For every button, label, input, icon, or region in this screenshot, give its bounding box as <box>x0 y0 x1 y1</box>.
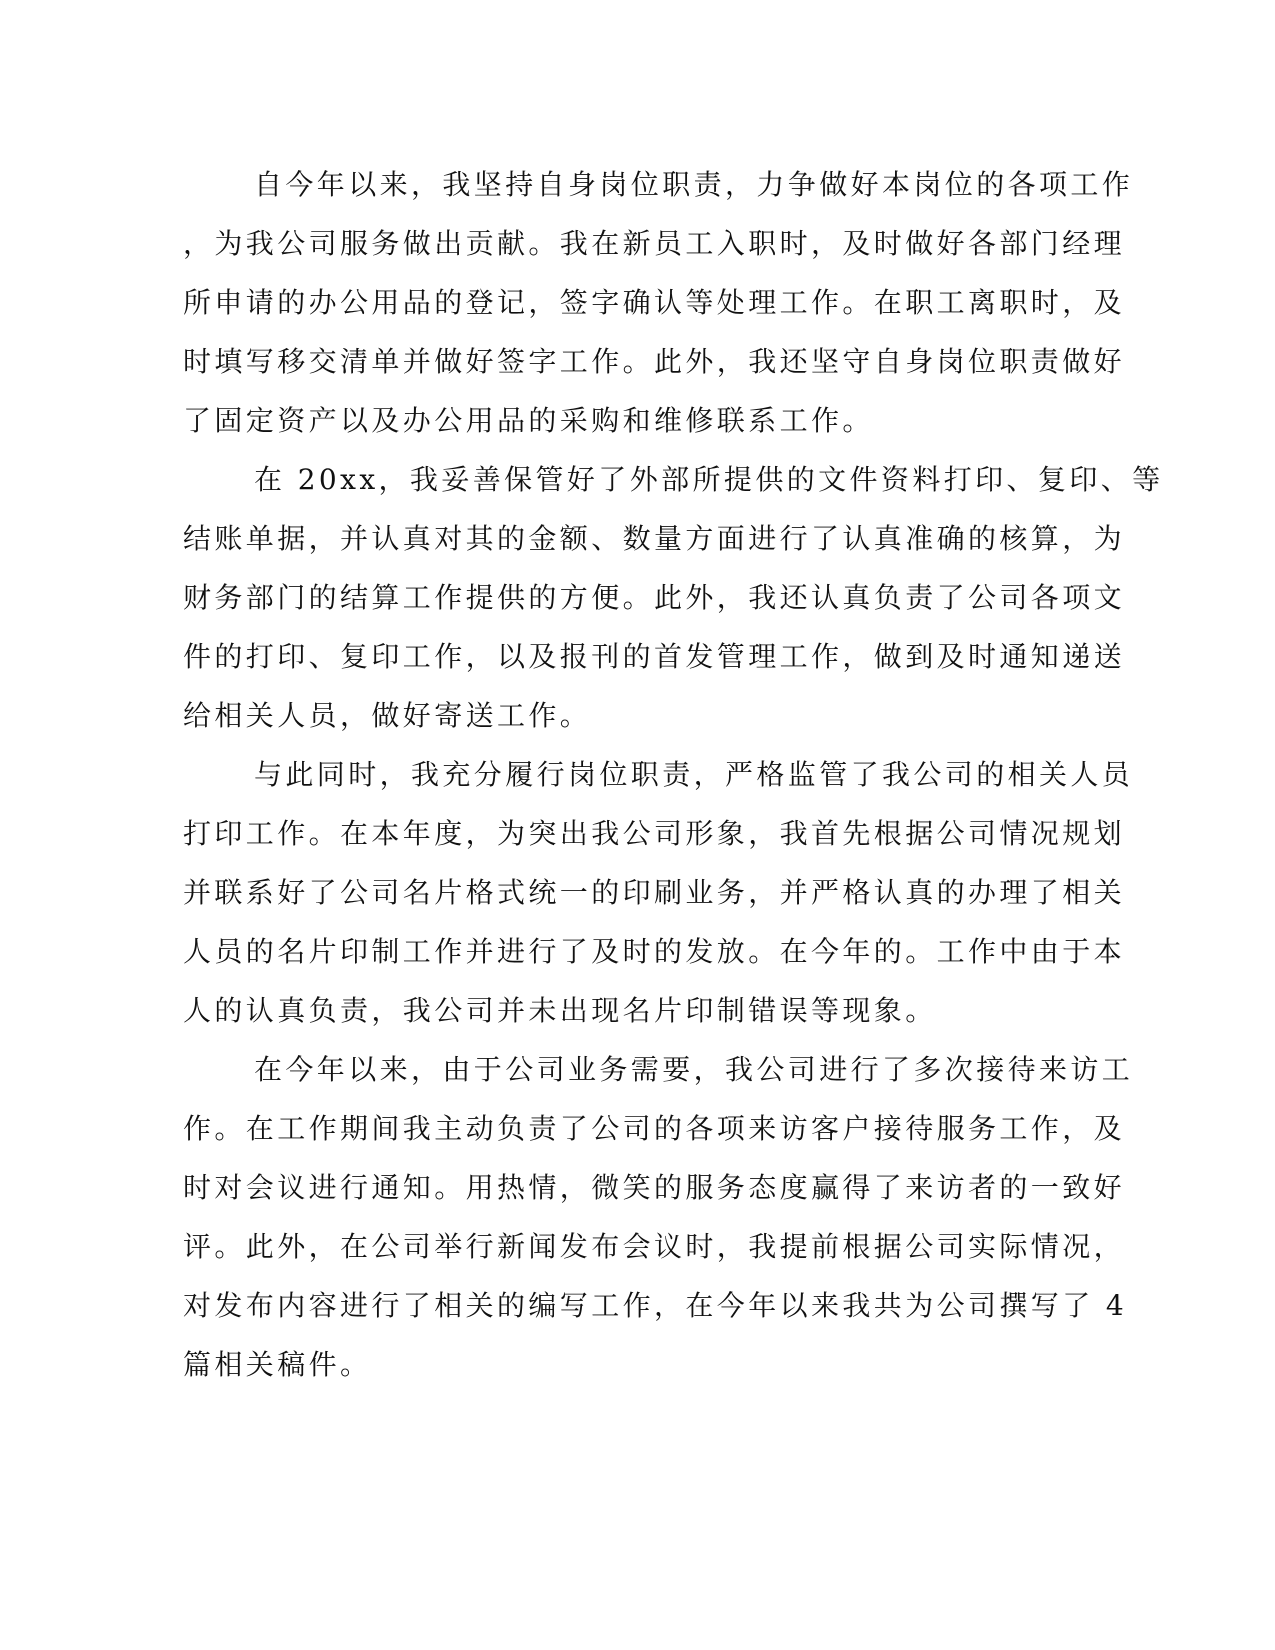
text-line: 时填写移交清单并做好签字工作。此外，我还坚守自身岗位职责做好 <box>183 345 1126 378</box>
text-line: 时对会议进行通知。用热情，微笑的服务态度赢得了来访者的一致好 <box>183 1171 1126 1204</box>
text-line: 件的打印、复印工作，以及报刊的首发管理工作，做到及时通知递送 <box>183 640 1126 673</box>
text-line: 人的认真负责，我公司并未出现名片印制错误等现象。 <box>183 994 937 1027</box>
text-line: 在 20xx，我妥善保管好了外部所提供的文件资料打印、复印、等 <box>254 463 1164 496</box>
text-line: 结账单据，并认真对其的金额、数量方面进行了认真准确的核算，为 <box>183 522 1126 555</box>
paragraph-1 <box>183 155 1134 450</box>
text-line: 所申请的办公用品的登记，签字确认等处理工作。在职工离职时，及 <box>183 286 1126 319</box>
text-line: 给相关人员，做好寄送工作。 <box>183 699 592 732</box>
text-line: 并联系好了公司名片格式统一的印刷业务，并严格认真的办理了相关 <box>183 876 1126 909</box>
text-line: 篇相关稿件。 <box>183 1348 372 1381</box>
paragraph-4 <box>183 1040 1134 1394</box>
text-line: 自今年以来，我坚持自身岗位职责，力争做好本岗位的各项工作 <box>254 168 1134 201</box>
paragraph-3 <box>183 745 1134 1040</box>
text-line: 在今年以来，由于公司业务需要，我公司进行了多次接待来访工 <box>254 1053 1134 1086</box>
paragraph-2 <box>183 450 1164 745</box>
text-line: 打印工作。在本年度，为突出我公司形象，我首先根据公司情况规划 <box>183 817 1126 850</box>
text-line: 作。在工作期间我主动负责了公司的各项来访客户接待服务工作，及 <box>183 1112 1126 1145</box>
text-line: 了固定资产以及办公用品的采购和维修联系工作。 <box>183 404 874 437</box>
text-line: 与此同时，我充分履行岗位职责，严格监管了我公司的相关人员 <box>254 758 1134 791</box>
document-body <box>183 155 1164 1394</box>
text-line: 对发布内容进行了相关的编写工作，在今年以来我共为公司撰写了 4 <box>183 1289 1128 1322</box>
text-line: 人员的名片印制工作并进行了及时的发放。在今年的。工作中由于本 <box>183 935 1126 968</box>
text-line: 评。此外，在公司举行新闻发布会议时，我提前根据公司实际情况， <box>183 1230 1126 1263</box>
text-line: 财务部门的结算工作提供的方便。此外，我还认真负责了公司各项文 <box>183 581 1126 614</box>
text-line: ，为我公司服务做出贡献。我在新员工入职时，及时做好各部门经理 <box>183 227 1126 260</box>
